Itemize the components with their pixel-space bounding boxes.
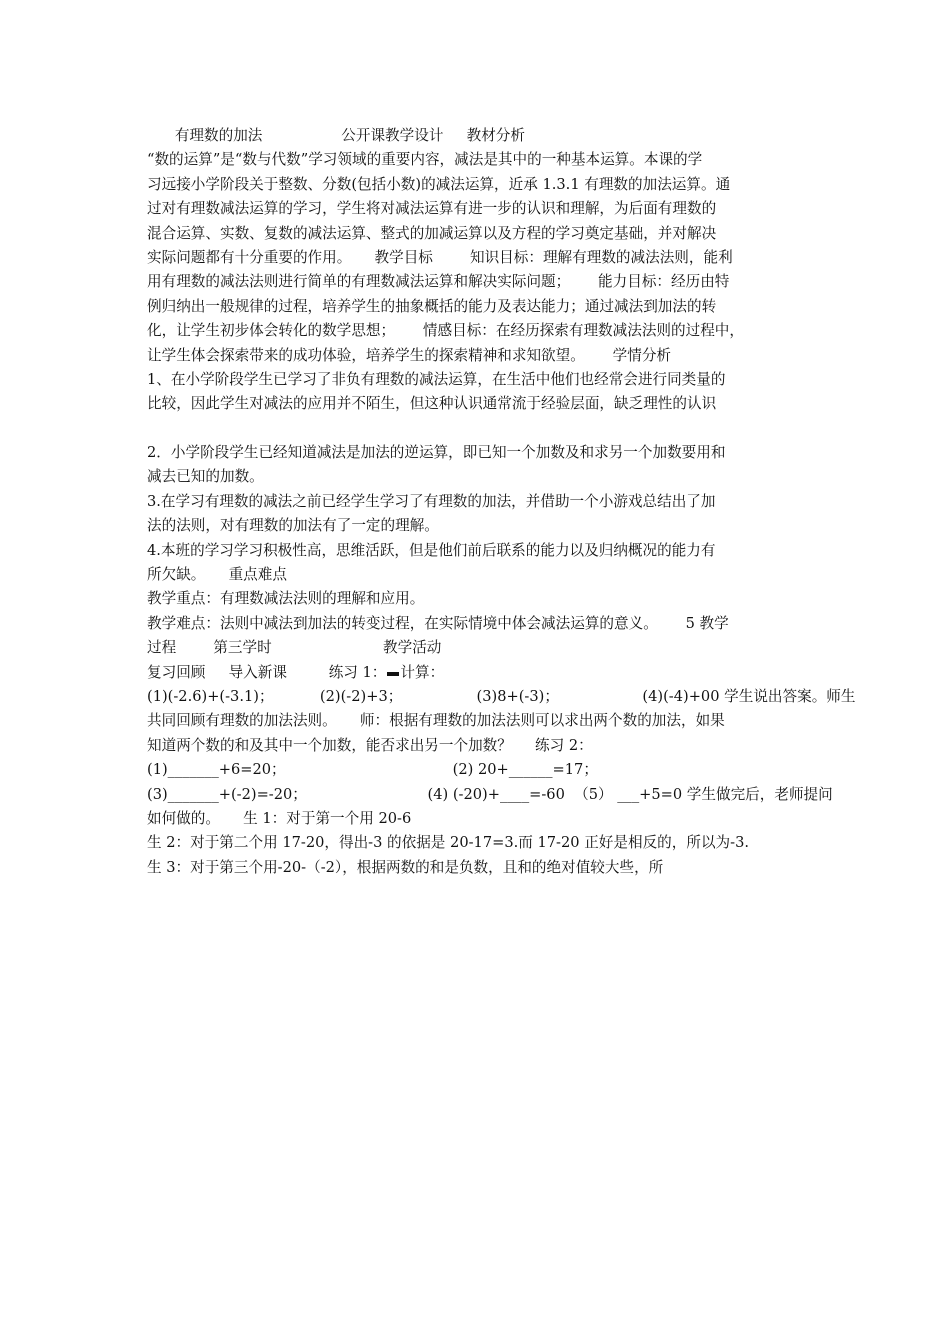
paragraph-line: 化，让学生初步体会转化的数学思想； 情感目标：在经历探索有理数减法法则的过程中， <box>147 322 744 340</box>
paragraph-line: 共同回顾有理数的加法法则。 师：根据有理数的加法法则可以求出两个数的加法，如果 <box>147 712 725 730</box>
paragraph-line: (3)_______+(-2)=-20； (4) (-20)+____=-60 （5） ___+5=0 学生做完后，老师提问 <box>147 785 833 803</box>
paragraph-line: 用有理数的减法法则进行简单的有理数减法运算和解决实际问题； 能力目标：经历由特 <box>147 273 730 291</box>
paragraph-line: 例归纳出一般规律的过程，培养学生的抽象概括的能力及表达能力；通过减法到加法的转 <box>147 297 717 315</box>
blank-line <box>147 417 809 441</box>
paragraph-line: 比较，因此学生对减法的应用并不陌生，但这种认识通常流于经验层面，缺乏理性的认识 <box>147 395 717 413</box>
inline-mark-icon <box>387 672 399 676</box>
paragraph-line: 3.在学习有理数的减法之前已经学生学习了有理数的加法，并借助一个小游戏总结出了加 <box>147 492 716 510</box>
exercise-1-suffix: 计算： <box>400 663 445 681</box>
paragraph-line: 教学难点：法则中减法到加法的转变过程，在实际情境中体会减法运算的意义。 5 教学 <box>147 614 729 632</box>
paragraph-line: 让学生体会探索带来的成功体验，培养学生的探索精神和求知欲望。 学情分析 <box>147 346 672 364</box>
paragraph-line: 如何做的。 生 1：对于第一个用 20-6 <box>147 809 412 827</box>
exercise-1-label: 复习回顾 导入新课 练习 1： <box>147 663 387 681</box>
paragraph-line: 混合运算、实数、复数的减法运算、整式的加减运算以及方程的学习奠定基础，并对解决 <box>147 224 717 242</box>
document-body <box>147 124 856 880</box>
paragraph-line: 4.本班的学习学习积极性高，思维活跃，但是他们前后联系的能力以及归纳概况的能力有 <box>147 541 716 559</box>
paragraph-line: 1、在小学阶段学生已学习了非负有理数的减法运算，在生活中他们也经常会进行同类量的 <box>147 370 726 388</box>
paragraph-line: 所欠缺。 重点难点 <box>147 566 287 584</box>
paragraph-line: (1)(-2.6)+(-3.1)； (2)(-2)+3； (3)8+(-3)； (4)(-4)+00 学生说出答案。师生 <box>147 687 856 705</box>
paragraph-line: 过对有理数减法运算的学习，学生将对减法运算有进一步的认识和理解，为后面有理数的 <box>147 200 717 218</box>
paragraph-line: 2．小学阶段学生已经知道减法是加法的逆运算，即已知一个加数及和求另一个加数要用和 <box>147 444 726 462</box>
paragraph-line: 教学重点：有理数减法法则的理解和应用。 <box>147 590 425 608</box>
paragraph-line: (1)_______+6=20； (2) 20+______=17； <box>147 761 598 779</box>
paragraph-line: 生 3：对于第三个用-20-（-2），根据两数的和是负数，且和的绝对值较大些，所 <box>147 858 664 876</box>
exercise-1-line <box>147 661 809 685</box>
paragraph-line: “数的运算”是“数与代数”学习领域的重要内容，减法是其中的一种基本运算。本课的学 <box>147 151 703 169</box>
paragraph-line: 法的法则，对有理数的加法有了一定的理解。 <box>147 517 439 535</box>
paragraph-line: 减去已知的加数。 <box>147 468 264 486</box>
paragraph-line: 生 2：对于第二个用 17-20，得出-3 的依据是 20-17=3.而 17-20 正好是相反的，所以为-3. <box>147 834 749 852</box>
paragraph-line: 知道两个数的和及其中一个加数，能否求出另一个加数？ 练习 2： <box>147 736 593 754</box>
title-line: 有理数的加法 公开课教学设计 教材分析 <box>147 127 525 144</box>
paragraph-line: 实际问题都有十分重要的作用。 教学目标 知识目标：理解有理数的减法法则，能利 <box>147 248 733 266</box>
paragraph-line: 过程 第三学时 教学活动 <box>147 639 442 657</box>
paragraph-line: 习远接小学阶段关于整数、分数(包括小数)的减法运算，近承 1.3.1 有理数的加法运算。通 <box>147 175 731 193</box>
